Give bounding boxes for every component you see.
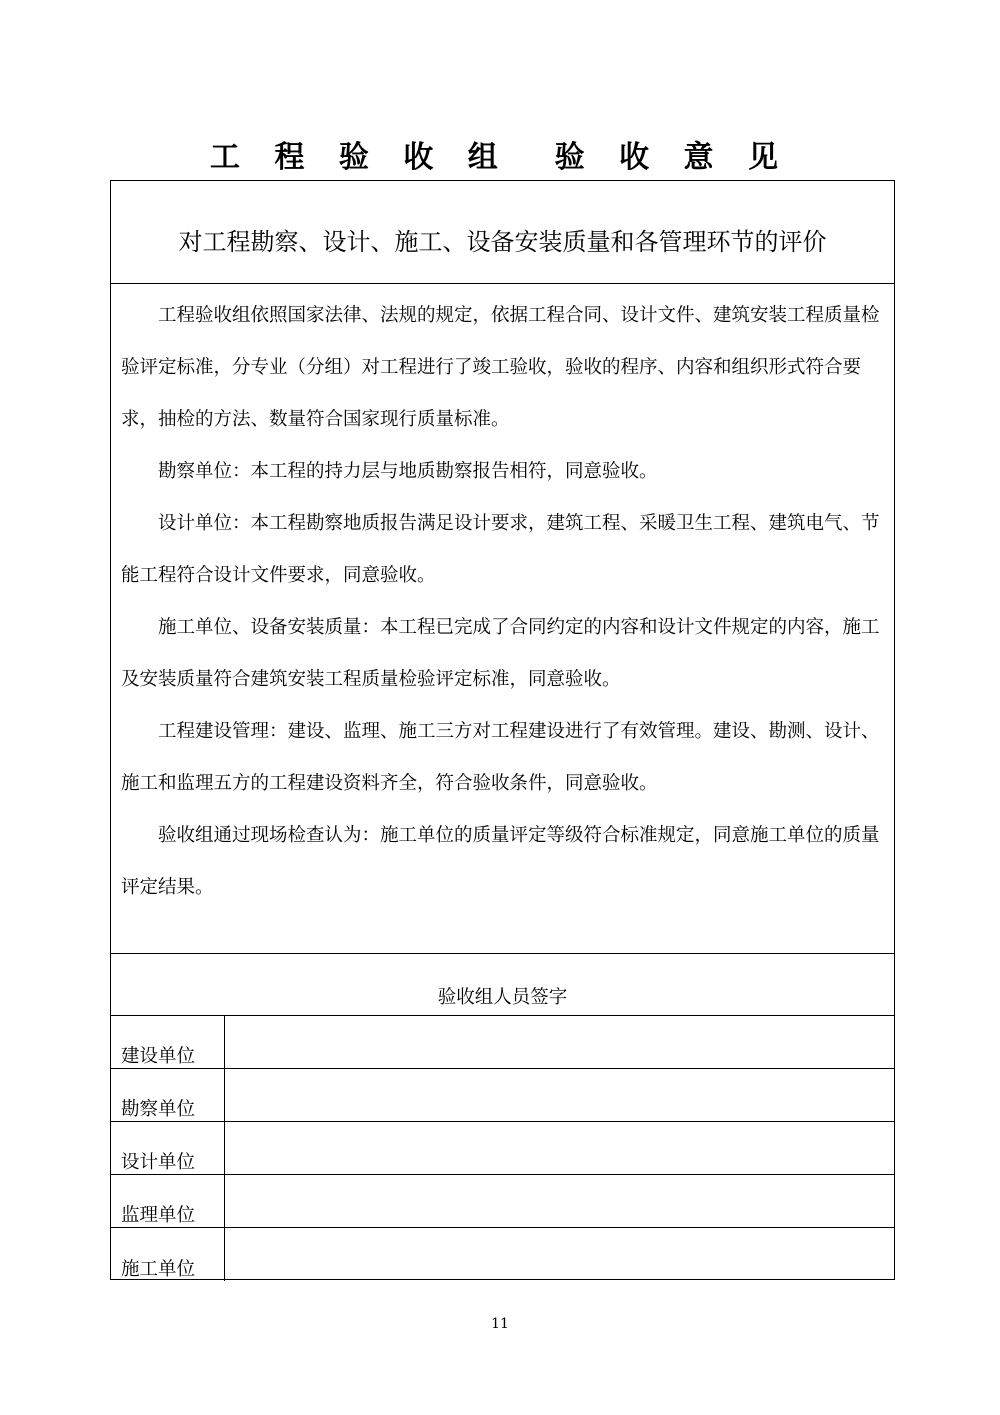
signature-field[interactable] (225, 1122, 894, 1174)
signature-label: 勘察单位 (111, 1069, 225, 1121)
signature-field[interactable] (225, 1016, 894, 1068)
signature-row-supervision (111, 1175, 894, 1228)
signature-field[interactable] (225, 1175, 894, 1227)
signature-label: 设计单位 (111, 1122, 225, 1174)
paragraph-survey-unit: 勘察单位：本工程的持力层与地质勘察报告相符，同意验收。 (158, 461, 658, 482)
page-title: 工 程 验 收 组 验 收 意 见 (210, 140, 790, 175)
paragraph-conclusion: 验收组通过现场检查认为：施工单位的质量评定等级符合标准规定，同意施工单位的质量评定结果。 (121, 825, 880, 898)
evaluation-text-block (111, 284, 894, 954)
paragraph-design-unit: 设计单位：本工程勘察地质报告满足设计要求，建筑工程、采暖卫生工程、建筑电气、节能工程符合设计文件要求，同意验收。 (121, 513, 880, 586)
paragraph-construction-unit: 施工单位、设备安装质量：本工程已完成了合同约定的内容和设计文件规定的内容，施工及安装质量符合建筑安装工程质量检验评定标准，同意验收。 (121, 617, 880, 690)
page-number: 11 (491, 1316, 509, 1332)
signature-row-design (111, 1122, 894, 1175)
paragraph-general: 工程验收组依照国家法律、法规的规定，依据工程合同、设计文件、建筑安装工程质量检验评定标准，分专业（分组）对工程进行了竣工验收，验收的程序、内容和组织形式符合要求，抽检的方法、数量符合国家现行质量标准。 (121, 305, 880, 430)
signature-label: 建设单位 (111, 1016, 225, 1068)
signature-row-construction (111, 1228, 894, 1281)
signature-rows (111, 1016, 894, 1281)
signature-row-survey (111, 1069, 894, 1122)
signature-label: 施工单位 (111, 1228, 225, 1281)
signature-section-header: 验收组人员签字 (111, 954, 894, 1016)
paragraph-construction-management: 工程建设管理：建设、监理、施工三方对工程建设进行了有效管理。建设、勘测、设计、施工和监理五方的工程建设资料齐全，符合验收条件，同意验收。 (121, 721, 880, 794)
acceptance-opinion-table (110, 180, 895, 1280)
evaluation-section-header: 对工程勘察、设计、施工、设备安装质量和各管理环节的评价 (111, 181, 894, 284)
signature-label: 监理单位 (111, 1175, 225, 1227)
signature-field[interactable] (225, 1228, 894, 1281)
signature-row-construction-owner (111, 1016, 894, 1069)
signature-field[interactable] (225, 1069, 894, 1121)
